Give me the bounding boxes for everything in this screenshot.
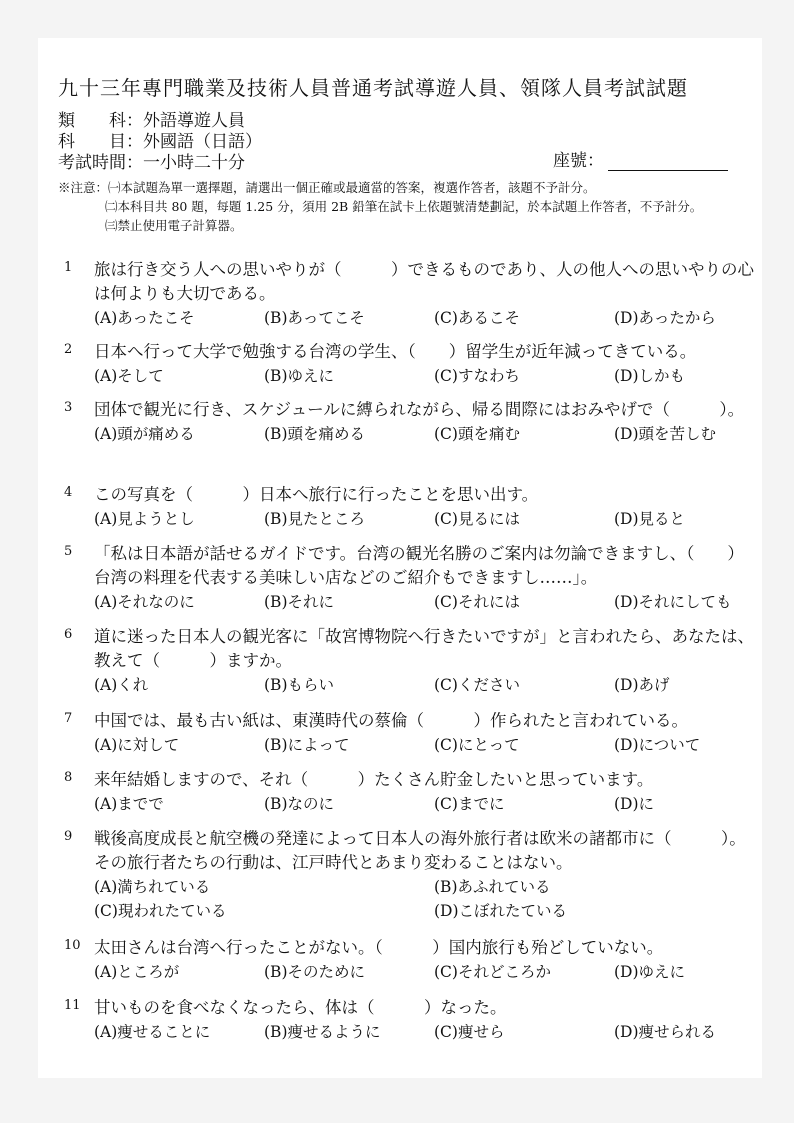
- option-b[interactable]: (B)ゆえに: [264, 367, 334, 385]
- option-c[interactable]: (C)頭を痛む: [434, 425, 520, 443]
- question-number: 5: [64, 544, 73, 559]
- question-number: 11: [64, 998, 81, 1013]
- question-number: 2: [64, 342, 73, 357]
- option-d[interactable]: (D)見ると: [614, 510, 686, 528]
- option-a[interactable]: (A)見ようとし: [94, 510, 195, 528]
- option-a[interactable]: (A)それなのに: [94, 593, 195, 611]
- question-stem: 「私は日本語が話せるガイドです。台湾の観光名勝のご案内は勿論できますし、（ ）台湾の料理を代表する美味しい店などのご紹介もできますし……」。: [94, 544, 744, 587]
- option-a[interactable]: (A)ところが: [94, 963, 180, 981]
- option-d[interactable]: (D)あったから: [614, 309, 716, 327]
- option-a[interactable]: (A)痩せることに: [94, 1023, 211, 1041]
- option-c[interactable]: (C)までに: [434, 795, 505, 813]
- option-a[interactable]: (A)頭が痛める: [94, 425, 195, 443]
- notice-block: [58, 178, 748, 235]
- option-c[interactable]: (C)それには: [434, 593, 520, 611]
- option-b[interactable]: (B)頭を痛める: [264, 425, 365, 443]
- question-7: [64, 709, 754, 757]
- option-list: [94, 733, 754, 757]
- option-c[interactable]: (C)痩せら: [434, 1023, 505, 1041]
- option-b[interactable]: (B)あってこそ: [264, 309, 365, 327]
- option-list: [94, 364, 754, 388]
- option-list: [94, 1020, 754, 1044]
- notice-line-3: ㈢禁止使用電子計算器。: [105, 218, 243, 233]
- option-list: [94, 422, 754, 446]
- question-stem: 旅は行き交う人への思いやりが（ ）できるものであり、人の他人への思いやりの心は何よりも大切である。: [94, 260, 754, 303]
- question-3: [64, 398, 754, 446]
- option-list: [94, 590, 754, 614]
- question-4: [64, 483, 754, 531]
- option-c[interactable]: (C)にとって: [434, 736, 520, 754]
- option-list: [94, 673, 754, 697]
- notice-line-2: ㈡本科目共 80 題，每題 1.25 分，須用 2B 鉛筆在試卡上依題號清楚劃記，於本試題上作答者，不予計分。: [105, 199, 703, 214]
- option-d[interactable]: (D)頭を苦しむ: [614, 425, 717, 443]
- option-b[interactable]: (B)それに: [264, 593, 334, 611]
- question-1: [64, 258, 754, 330]
- option-b[interactable]: (B)あふれている: [434, 878, 551, 896]
- option-a[interactable]: (A)あったこそ: [94, 309, 195, 327]
- option-list: [94, 960, 754, 984]
- option-b[interactable]: (B)もらい: [264, 676, 334, 694]
- option-b[interactable]: (B)痩せるように: [264, 1023, 381, 1041]
- option-b[interactable]: (B)によって: [264, 736, 350, 754]
- option-a[interactable]: (A)に対して: [94, 736, 180, 754]
- option-a[interactable]: (A)くれ: [94, 676, 149, 694]
- exam-title: 九十三年專門職業及技術人員普通考試導遊人員、領隊人員考試試題: [58, 76, 688, 100]
- option-d[interactable]: (D)あげ: [614, 676, 670, 694]
- option-a[interactable]: (A)満ちれている: [94, 878, 211, 896]
- option-b[interactable]: (B)見たところ: [264, 510, 365, 528]
- option-d[interactable]: (D)ゆえに: [614, 963, 686, 981]
- question-number: 6: [64, 627, 73, 642]
- option-c[interactable]: (C)現われたている: [94, 902, 227, 920]
- question-8: [64, 768, 754, 816]
- question-number: 7: [64, 711, 73, 726]
- question-number: 9: [64, 829, 73, 844]
- option-c[interactable]: (C)それどころか: [434, 963, 551, 981]
- question-stem: この写真を（ ）日本へ旅行に行ったことを思い出す。: [94, 485, 539, 504]
- question-9: [64, 827, 754, 923]
- option-d[interactable]: (D)痩せられる: [614, 1023, 717, 1041]
- question-stem: 道に迷った日本人の観光客に「故宮博物院へ行きたいですが」と言われたら、あなたは、教えて（ ）ますか。: [94, 627, 754, 670]
- notice-line-1: ※注意：㈠本試題為單一選擇題，請選出一個正確或最適當的答案，複選作答者，該題不予計分。: [58, 180, 596, 195]
- question-number: 4: [64, 485, 73, 500]
- question-stem: 甘いものを食べなくなったら、体は（ ）なった。: [94, 998, 507, 1017]
- question-stem: 中国では、最も古い紙は、東漢時代の蔡倫（ ）作られたと言われている。: [94, 711, 688, 730]
- question-stem: 戦後高度成長と航空機の発達によって日本人の海外旅行者は欧米の諸都市に（ ）。その旅行者たちの行動は、江戸時代とあまり変わることはない。: [94, 829, 746, 872]
- question-stem: 団体で観光に行き、スケジュールに縛られながら、帰る間際にはおみやげで（ ）。: [94, 400, 745, 419]
- option-b[interactable]: (B)そのために: [264, 963, 365, 981]
- option-c[interactable]: (C)見るには: [434, 510, 520, 528]
- option-list: [94, 507, 754, 531]
- option-b[interactable]: (B)なのに: [264, 795, 334, 813]
- option-d[interactable]: (D)しかも: [614, 367, 686, 385]
- option-c[interactable]: (C)あるこそ: [434, 309, 520, 327]
- time-line: 考試時間：一小時二十分: [58, 153, 245, 173]
- option-list: [94, 306, 754, 330]
- option-c[interactable]: (C)すなわち: [434, 367, 520, 385]
- seat-blank: [608, 152, 728, 171]
- option-a[interactable]: (A)までで: [94, 795, 164, 813]
- question-number: 8: [64, 770, 73, 785]
- seat-label: 座號：: [553, 151, 604, 171]
- option-c[interactable]: (C)ください: [434, 676, 520, 694]
- question-number: 10: [64, 938, 81, 953]
- question-number: 3: [64, 400, 73, 415]
- option-d[interactable]: (D)に: [614, 795, 655, 813]
- question-5: [64, 542, 754, 614]
- option-d[interactable]: (D)それにしても: [614, 593, 732, 611]
- option-d[interactable]: (D)こぼれたている: [434, 902, 568, 920]
- option-d[interactable]: (D)について: [614, 736, 701, 754]
- question-6: [64, 625, 754, 697]
- question-number: 1: [64, 260, 73, 275]
- question-2: [64, 340, 754, 388]
- question-stem: 太田さんは台湾へ行ったことがない。（ ）国内旅行も殆どしていない。: [94, 938, 664, 957]
- question-10: [64, 936, 754, 984]
- category-line: 類 科：外語導遊人員: [58, 111, 245, 131]
- question-stem: 来年結婚しますので、それ（ ）たくさん貯金したいと思っています。: [94, 770, 654, 789]
- option-list: [94, 792, 754, 816]
- question-11: [64, 996, 754, 1044]
- option-a[interactable]: (A)そして: [94, 367, 164, 385]
- seat-number: [553, 146, 728, 171]
- option-list: [94, 875, 754, 923]
- question-stem: 日本へ行って大学で勉強する台湾の学生、（ ）留学生が近年減ってきている。: [94, 342, 697, 361]
- subject-line: 科 目：外國語（日語）: [58, 132, 262, 152]
